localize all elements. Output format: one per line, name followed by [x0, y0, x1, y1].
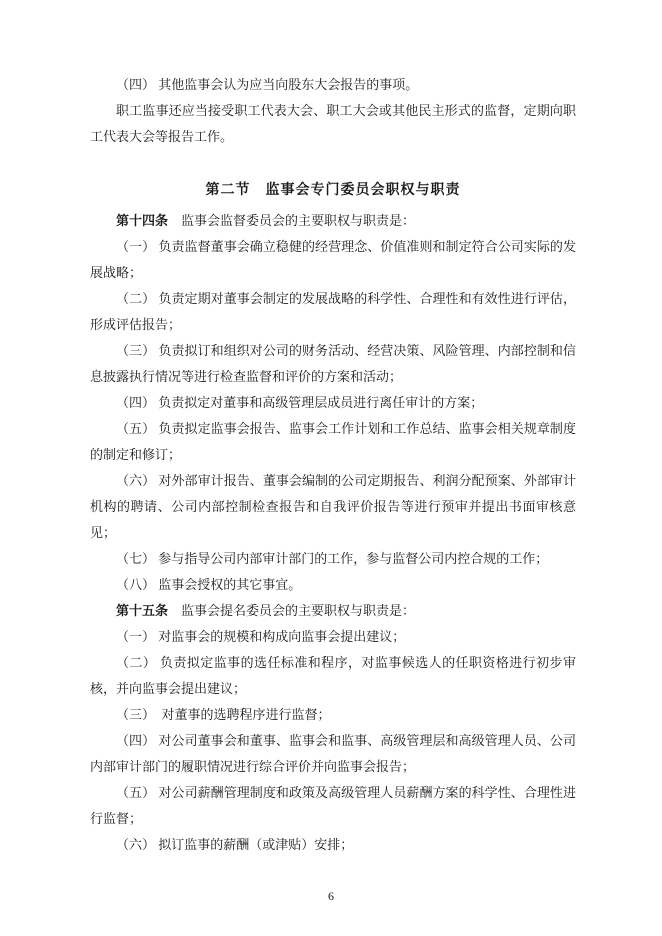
page-number: 6: [328, 889, 334, 903]
document-content: [90, 72, 576, 858]
article-14-number: 第十四条: [116, 213, 169, 228]
article-15-number: 第十五条: [116, 603, 169, 618]
list-item: （五） 对公司薪酬管理制度和政策及高级管理人员薪酬方案的科学性、合理性进行监督；: [90, 785, 576, 826]
list-item: （五） 负责拟定监事会报告、监事会工作计划和工作总结、监事会相关规章制度的制定和修订；: [90, 421, 576, 462]
list-item: （六） 拟订监事的薪酬（或津贴）安排；: [116, 837, 354, 852]
article-14-text: 监事会监督委员会的主要职权与职责是：: [168, 213, 416, 228]
body-paragraph: 职工监事还应当接受职工代表大会、职工大会或其他民主形式的监督，定期向职工代表大会等报告工作。: [90, 103, 576, 144]
list-item: （一） 对监事会的规模和构成向监事会提出建议；: [116, 629, 406, 644]
article-15-text: 监事会提名委员会的主要职权与职责是：: [168, 603, 416, 618]
section-heading: 第二节 监事会专门委员会职权与职责: [205, 183, 461, 198]
article-14-paragraph: [90, 208, 576, 234]
list-item: （三） 负责拟订和组织对公司的财务活动、经营决策、风险管理、内部控制和信息披露执行情况等进行检查监督和评价的方案和活动；: [90, 343, 576, 384]
list-item: （三） 对董事的选聘程序进行监督；: [116, 707, 331, 722]
article-15-paragraph: [90, 598, 576, 624]
list-item: （八） 监事会授权的其它事宜。: [116, 577, 302, 592]
list-item: （七） 参与指导公司内部审计部门的工作，参与监督公司内控合规的工作；: [116, 551, 549, 566]
list-item: （四） 负责拟定对董事和高级管理层成员进行离任审计的方案；: [116, 395, 484, 410]
list-item: （四） 其他监事会认为应当向股东大会报告的事项。: [116, 77, 419, 92]
list-item: （二） 负责定期对董事会制定的发展战略的科学性、合理性和有效性进行评估，形成评估报告；: [90, 291, 576, 332]
list-item: （四） 对公司董事会和董事、监事会和监事、高级管理层和高级管理人员、公司内部审计部门的履职情况进行综合评价并向监事会报告；: [90, 733, 576, 774]
list-item: （六） 对外部审计报告、董事会编制的公司定期报告、利润分配预案、外部审计机构的聘请、公司内部控制检查报告和自我评价报告等进行预审并提出书面审核意见；: [90, 473, 576, 540]
list-item: （二） 负责拟定监事的选任标准和程序，对监事候选人的任职资格进行初步审核，并向监事会提出建议；: [90, 655, 576, 696]
list-item: （一） 负责监督董事会确立稳健的经营理念、价值准则和制定符合公司实际的发展战略；: [90, 239, 576, 280]
